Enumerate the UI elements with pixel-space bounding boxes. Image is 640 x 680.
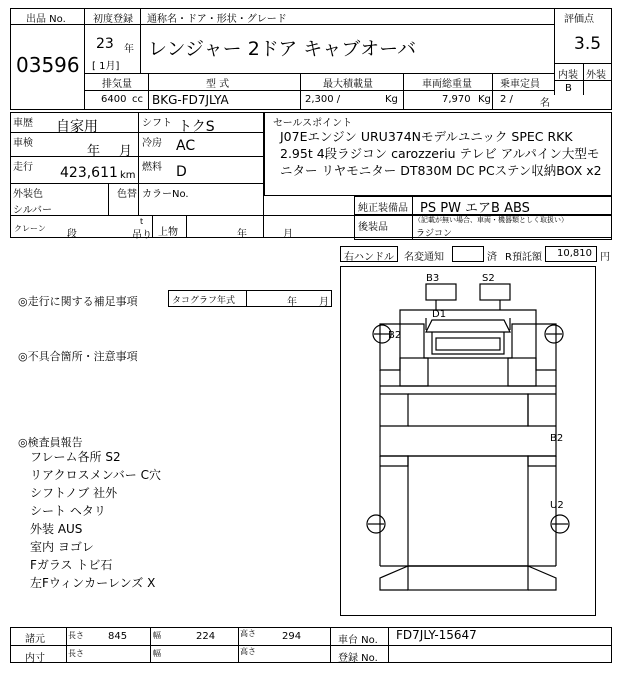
inspector-line: 室内 ヨゴレ bbox=[30, 540, 94, 554]
capacity-unit: 名 bbox=[540, 98, 550, 109]
length-label: 長さ bbox=[68, 631, 84, 640]
mark-d1: D1 bbox=[432, 309, 447, 320]
interior-grade: B bbox=[565, 83, 572, 94]
inspector-line: シート ヘタリ bbox=[30, 504, 106, 518]
defects-label: ◎不具合箇所・注意事項 bbox=[18, 350, 138, 363]
shift-label: シフト bbox=[142, 118, 172, 129]
history-value: 自家用 bbox=[56, 119, 98, 135]
recycle-deposit-label: R預託額 bbox=[505, 252, 542, 263]
capacity-label: 乗車定員 bbox=[500, 79, 540, 90]
sales-points-text: J07Eエンジン URU374Nモデルユニック SPEC RKK 2.95t 4段ラジコン carozzeriu テレビ アルパイン大型モニター リヤモニター DT830M DC PCステン収納BOX x2 bbox=[280, 129, 602, 178]
aircon-value: AC bbox=[176, 138, 196, 154]
inspector-line: 外装 AUS bbox=[30, 522, 83, 536]
mark-s2: S2 bbox=[482, 273, 495, 284]
fuel-label: 燃料 bbox=[142, 162, 162, 173]
inner-height-label: 高さ bbox=[240, 647, 256, 656]
vehicle-name-label: 通称名・ドア・形状・グレード bbox=[147, 14, 287, 25]
crane-label: クレーン bbox=[14, 224, 46, 233]
displacement-value: 6400 bbox=[101, 94, 127, 105]
info-section bbox=[10, 112, 264, 238]
mileage-label: 走行 bbox=[13, 162, 33, 173]
vehicle-name: レンジャー 2ドア キャブオーバ bbox=[148, 38, 417, 60]
upper-year: 年 bbox=[237, 229, 247, 240]
shift-value: トクS bbox=[178, 119, 215, 135]
sales-points-label: セールスポイント bbox=[273, 118, 353, 129]
width-value: 224 bbox=[196, 631, 216, 642]
grade-value: 3.5 bbox=[574, 34, 602, 54]
name-change-box bbox=[452, 246, 484, 262]
capacity-value: 2 / bbox=[500, 94, 513, 105]
gross-weight-value: 7,970 bbox=[442, 94, 471, 105]
factory-equipment-value: PS PW エアB ABS bbox=[420, 201, 530, 216]
exterior-label: 外装 bbox=[586, 70, 606, 81]
model-label: 型 式 bbox=[206, 79, 230, 90]
lot-number: 03596 bbox=[16, 53, 80, 77]
height-label: 高さ bbox=[240, 629, 256, 638]
mark-b2-left: B2 bbox=[388, 330, 402, 341]
mileage-unit: km bbox=[120, 170, 136, 181]
aftermarket-value: ラジコン bbox=[416, 229, 453, 239]
gross-weight-unit: Kg bbox=[478, 94, 491, 105]
crane-lift-label: 吊り bbox=[132, 230, 152, 241]
width-label: 幅 bbox=[153, 631, 161, 640]
inner-length-label: 長さ bbox=[68, 649, 84, 658]
recycle-label: 済 bbox=[487, 252, 497, 263]
crane-steps-label: 段 bbox=[67, 229, 77, 240]
chassis-value: FD7JLY-15647 bbox=[396, 628, 477, 642]
first-reg-label: 初度登録 bbox=[93, 14, 133, 25]
mark-b2-right: B2 bbox=[550, 433, 564, 444]
upper-label: 上物 bbox=[158, 227, 178, 238]
factory-equipment-label: 純正装備品 bbox=[358, 203, 408, 214]
displacement-label: 排気量 bbox=[102, 79, 132, 90]
displacement-unit: cc bbox=[132, 94, 143, 105]
tachograph-month: 月 bbox=[319, 297, 329, 308]
upper-month: 月 bbox=[283, 229, 293, 240]
mark-b3: B3 bbox=[426, 273, 440, 284]
mileage-value: 423,611 bbox=[60, 165, 118, 181]
gross-weight-label: 車両総重量 bbox=[422, 79, 472, 90]
inspection-label: 車検 bbox=[13, 138, 33, 149]
lot-label: 出品 No. bbox=[26, 14, 66, 25]
height-value: 294 bbox=[282, 631, 302, 642]
aircon-label: 冷房 bbox=[142, 138, 162, 149]
interior-label: 内装 bbox=[558, 70, 578, 81]
max-load-value: 2,300 / bbox=[305, 94, 341, 105]
max-load-label: 最大積載量 bbox=[323, 79, 373, 90]
inspector-line: フレーム各所 S2 bbox=[30, 450, 121, 464]
aftermarket-label: 後装品 bbox=[358, 222, 388, 233]
name-change-label: 名変通知 bbox=[404, 252, 444, 263]
recycle-deposit-value: 10,810 bbox=[557, 248, 592, 259]
first-reg-year: 23 bbox=[96, 36, 114, 52]
inspection-year: 年 bbox=[87, 144, 101, 159]
dims-label: 諸元 bbox=[25, 634, 45, 645]
inner-width-label: 幅 bbox=[153, 649, 161, 658]
aftermarket-note: （記載が無い場合、車両・機器類としく取扱い） bbox=[414, 216, 568, 224]
yen-label: 円 bbox=[600, 252, 610, 263]
chassis-label: 車台 No. bbox=[338, 635, 378, 646]
tachograph-label: タコグラフ年式 bbox=[172, 296, 236, 306]
max-load-unit: Kg bbox=[385, 94, 398, 105]
driving-notes-label: ◎走行に関する補足事項 bbox=[18, 295, 138, 308]
year-unit: 年 bbox=[124, 44, 134, 55]
mark-u2: U2 bbox=[550, 500, 564, 511]
inspection-month: 月 bbox=[119, 144, 133, 159]
steering-label: 右ハンドル bbox=[344, 252, 394, 263]
inspector-line: シフトノブ 社外 bbox=[30, 486, 118, 500]
inspector-label: ◎検査員報告 bbox=[18, 436, 83, 449]
model-value: BKG-FD7JLYA bbox=[152, 93, 229, 107]
length-value: 845 bbox=[108, 631, 128, 642]
grade-label: 評価点 bbox=[564, 14, 594, 25]
inspector-line: 左Fウィンカーレンズ X bbox=[30, 576, 156, 590]
crane-ton-label: t bbox=[140, 217, 144, 226]
history-label: 車歴 bbox=[13, 118, 33, 129]
exterior-color-value: シルバー bbox=[13, 205, 53, 216]
exterior-color-label: 外装色 bbox=[13, 189, 43, 200]
color-no-label: カラーNo. bbox=[142, 189, 189, 200]
inspector-line: リアクロスメンバー C穴 bbox=[30, 468, 161, 482]
tachograph-year: 年 bbox=[287, 297, 297, 308]
fuel-value: D bbox=[176, 164, 187, 180]
inner-dims-label: 内寸 bbox=[25, 653, 45, 664]
color-change-label: 色替 bbox=[117, 189, 137, 200]
first-reg-month: [ 1月] bbox=[92, 61, 120, 72]
inspector-line: Fガラス トビ石 bbox=[30, 558, 113, 572]
registration-label: 登録 No. bbox=[338, 653, 378, 664]
